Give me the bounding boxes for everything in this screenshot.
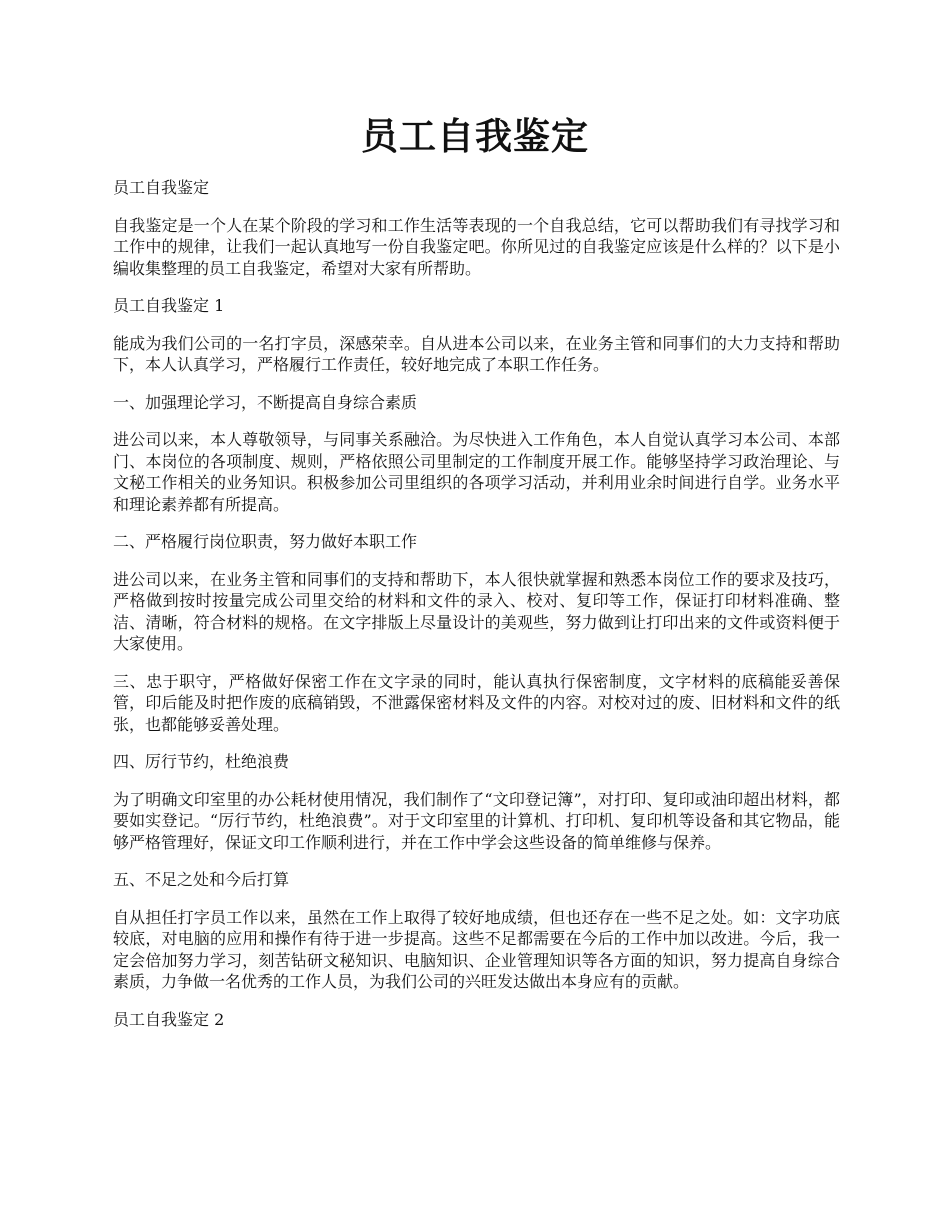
body-paragraph: 能成为我们公司的一名打字员，深感荣幸。自从进本公司以来，在业务主管和同事们的大力支持和帮助下，本人认真学习，严格履行工作责任，较好地完成了本职工作任务。 (113, 333, 840, 374)
document-title: 员工自我鉴定 (361, 114, 589, 158)
body-paragraph: 为了明确文印室里的办公耗材使用情况，我们制作了“文印登记簿”，对打印、复印或油印超出材料，都要如实登记。“厉行节约，杜绝浪费”。对于文印室里的计算机、打印机、复印机等设备和其它物品，能够严格管理好，保证文印工作顺利进行，并在工作中学会这些设备的简单维修与保养。 (113, 789, 840, 852)
body-paragraph: 自从担任打字员工作以来，虽然在工作上取得了较好地成绩，但也还存在一些不足之处。如：文字功底较底，对电脑的应用和操作有待于进一步提高。这些不足都需要在今后的工作中加以改进。今后，我一定会倍加努力学习，刻苦钻研文秘知识、电脑知识、企业管理知识等各方面的知识，努力提高自身综合素质，力争做一名优秀的工作人员，为我们公司的兴旺发达做出本身应有的贡献。 (113, 907, 840, 991)
section-heading-1: 员工自我鉴定 1 (113, 296, 225, 315)
intro-paragraph: 自我鉴定是一个人在某个阶段的学习和工作生活等表现的一个自我总结，它可以帮助我们有寻找学习和工作中的规律，让我们一起认真地写一份自我鉴定吧。你所见过的自我鉴定应该是什么样的？以下是小编收集整理的员工自我鉴定，希望对大家有所帮助。 (113, 215, 840, 278)
subheading-shortcomings: 五、不足之处和今后打算 (113, 870, 290, 889)
body-paragraph: 进公司以来，在业务主管和同事们的支持和帮助下，本人很快就掌握和熟悉本岗位工作的要求及技巧，严格做到按时按量完成公司里交给的材料和文件的录入、校对、复印等工作，保证打印材料准确、整洁、清晰，符合材料的规格。在文字排版上尽量设计的美观些，努力做到让打印出来的文件或资料便于大家使用。 (113, 569, 840, 653)
section-heading-2: 员工自我鉴定 2 (113, 1009, 225, 1029)
subheading-job-duties: 二、严格履行岗位职责，努力做好本职工作 (113, 532, 418, 551)
subtitle-line: 员工自我鉴定 (113, 178, 210, 197)
subheading-theory-study: 一、加强理论学习，不断提高自身综合素质 (113, 392, 418, 412)
document-body (113, 177, 840, 1046)
body-paragraph: 进公司以来，本人尊敬领导，与同事关系融洽。为尽快进入工作角色，本人自觉认真学习本公司、本部门、本岗位的各项制度、规则，严格依照公司里制定的工作制度开展工作。能够坚持学习政治理论、与文秘工作相关的业务知识。积极参加公司里组织的各项学习活动，并利用业余时间进行自学。业务水平和理论素养都有所提高。 (113, 430, 840, 514)
body-paragraph-confidentiality: 三、忠于职守，严格做好保密工作在文字录的同时，能认真执行保密制度，文字材料的底稿能妥善保管，印后能及时把作废的底稿销毁，不泄露保密材料及文件的内容。对校对过的废、旧材料和文件的纸张，也都能够妥善处理。 (113, 671, 840, 734)
subheading-economy: 四、厉行节约，杜绝浪费 (113, 752, 290, 771)
